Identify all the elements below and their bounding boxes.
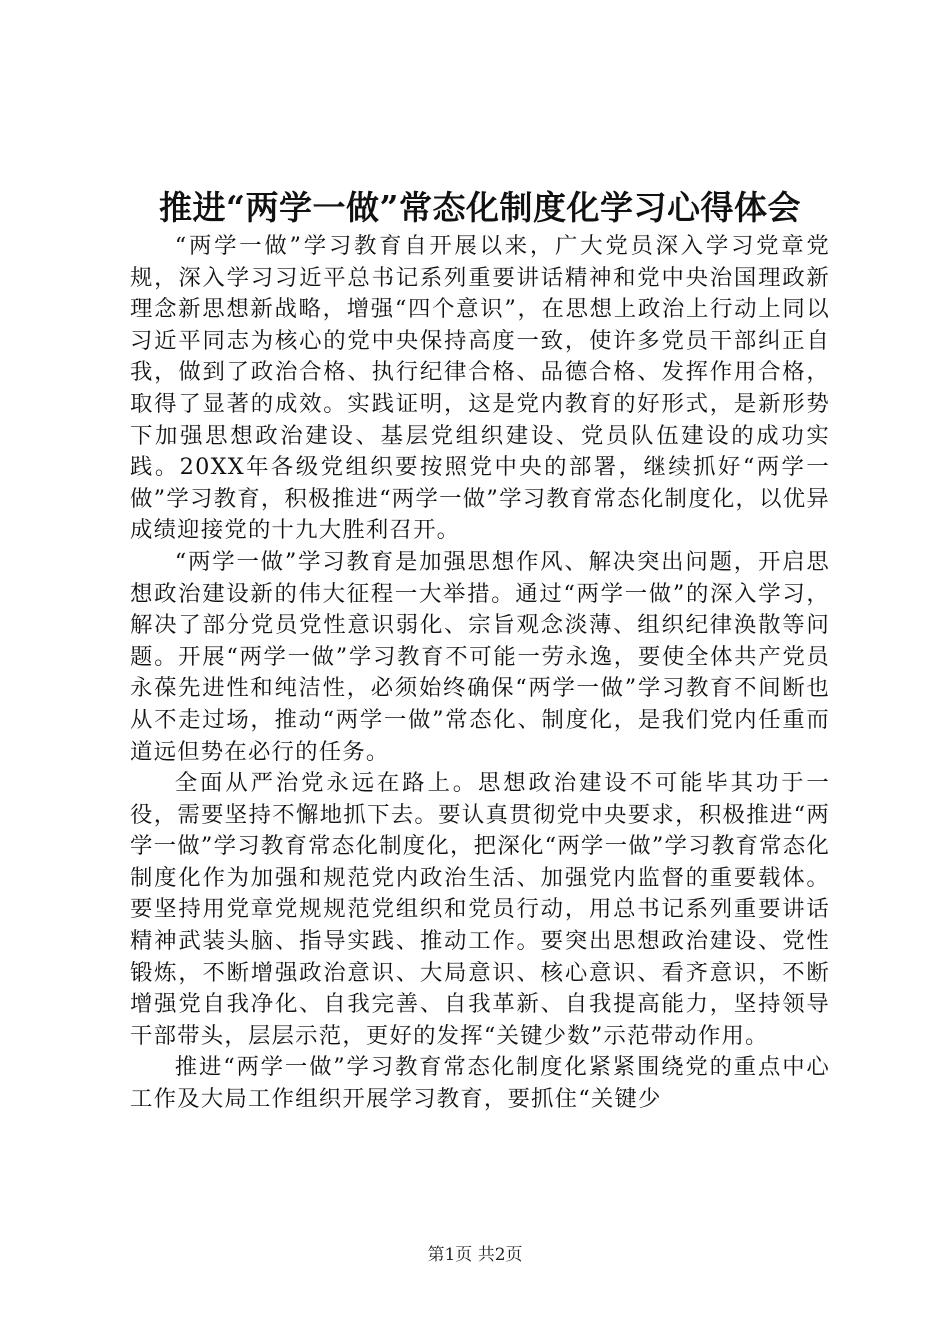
body-paragraph: “两学一做”学习教育是加强思想作风、解决突出问题，开启思想政治建设新的伟大征程一大举措。通过“两学一做”的深入学习，解决了部分党员党性意识弱化、宗旨观念淡薄、组织纪律涣散等问题。开展“两学一做”学习教育不可能一劳永逸，要使全体共产党员永葆先进性和纯洁性，必须始终确保“两学一做”学习教育不间断也从不走过场，推动“两学一做”常态化、制度化，是我们党内任重而道远但势在必行的任务。 bbox=[130, 548, 830, 765]
page-number: 第1页 共2页 bbox=[427, 1245, 523, 1265]
body-paragraph: 全面从严治党永远在路上。思想政治建设不可能毕其功于一役，需要坚持不懈地抓下去。要认真贯彻党中央要求，积极推进“两学一做”学习教育常态化制度化，把深化“两学一做”学习教育常态化制度化作为加强和规范党内政治生活、加强党内监督的重要载体。要坚持用党章党规规范党组织和党员行动，用总书记系列重要讲话精神武装头脑、指导实践、推动工作。要突出思想政治建设、党性锻炼，不断增强政治意识、大局意识、核心意识、看齐意识，不断增强党自我净化、自我完善、自我革新、自我提高能力，坚持领导干部带头，层层示范，更好的发挥“关键少数”示范带动作用。 bbox=[130, 770, 830, 1049]
body-paragraph: “两学一做”学习教育自开展以来，广大党员深入学习党章党规，深入学习习近平总书记系列重要讲话精神和党中央治国理政新理念新思想新战略，增强“四个意识”，在思想上政治上行动上同以习近平同志为核心的党中央保持高度一致，使许多党员干部纠正自我，做到了政治合格、执行纪律合格、品德合格、发挥作用合格，取得了显著的成效。实践证明，这是党内教育的好形式，是新形势下加强思想政治建设、基层党组织建设、党员队伍建设的成功实践。20XX年各级党组织要按照党中央的部署，继续抓好“两学一做”学习教育，积极推进“两学一做”学习教育常态化制度化，以优异成绩迎接党的十九大胜利召开。 bbox=[130, 233, 830, 544]
body-paragraph: 推进“两学一做”学习教育常态化制度化紧紧围绕党的重点中心工作及大局工作组织开展学习教育，要抓住“关键少 bbox=[130, 1054, 830, 1113]
document-body bbox=[130, 231, 830, 1116]
document-title: 推进“两学一做”常态化制度化学习心得体会 bbox=[159, 188, 801, 227]
